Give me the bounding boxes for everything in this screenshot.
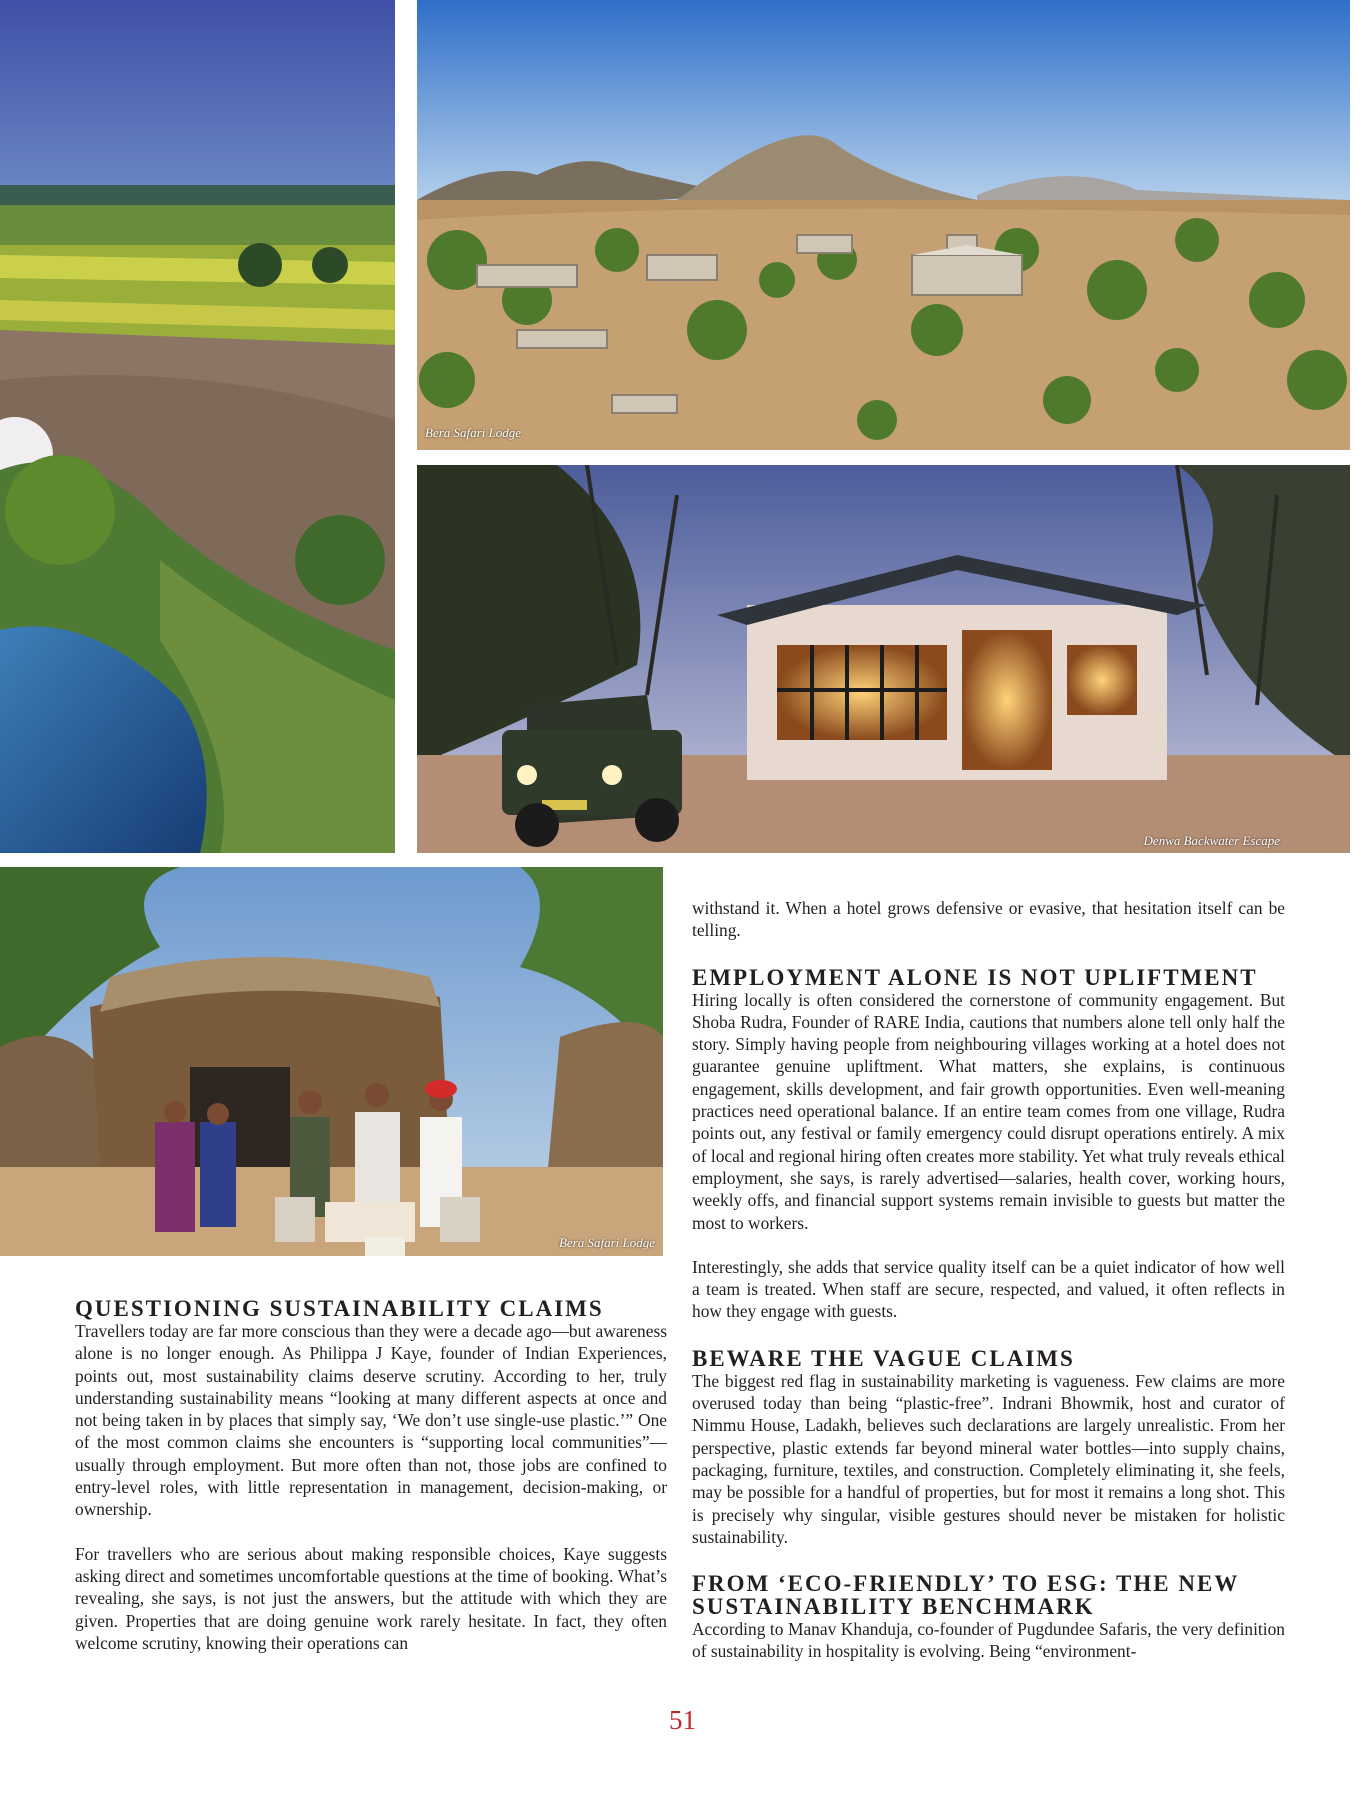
paragraph: Travellers today are far more conscious than they were a decade ago—but awareness alone is no longer enough. As Philippa J Kaye, founder of Indian Experiences, points out, most sustainability claims deserve scrutiny. According to her, truly understanding sustainability means “looking at many different aspects at once and not being taken in by places that simply say, ‘We don’t use single-use plastic.’” One of the most common claims she encounters is “supporting local communities”—usually through employment. But more often than not, those jobs are confined to entry-level roles, with little representation in management, decision-making, or ownership. xyxy=(75,1321,667,1520)
paragraph: The biggest red flag in sustainability marketing is vagueness. Few claims are more overused today than being “plastic-free”. Indrani Bhowmik, host and curator of Nimmu House, Ladakh, believes such declarations are largely unrealistic. From her perspective, plastic extends far beyond mineral water bottles—into supply chains, packaging, furniture, textiles, and construction. Completely eliminating it, she feels, may be possible for a handful of properties, but for most it remains a long shot. This is precisely why singular, visible gestures should never be mistaken for holistic sustainability. xyxy=(692,1370,1285,1547)
section-heading: EMPLOYMENT ALONE IS NOT UPLIFTMENT xyxy=(692,964,1258,990)
photo-caption: Denwa Backwater Escape xyxy=(1143,833,1280,848)
paragraph: Hiring locally is often considered the cornerstone of community engagement. But Shoba Rudra, Founder of RARE India, cautions that numbers alone tell only half the story. Simply having people from neighbouring villages working at a hotel does not guarantee genuine upliftment. What matters, she explains, is continuous engagement, skills development, and fair growth opportunities. Even well-meaning practices need operational balance. If an entire team comes from one village, Rudra points out, any festival or family emergency could disrupt operations entirely. A mix of local and regional hiring often creates more stability. Yet what truly reveals ethical employment, she says, is rarely advertised—salaries, health cover, working hours, weekly offs, and financial support systems remain invisible to guests but matter the most to workers. xyxy=(692,989,1285,1233)
bera-safari-lodge-aerial-photo xyxy=(417,0,1350,450)
article-left-column xyxy=(75,1297,667,1654)
bera-safari-lodge-people-photo xyxy=(0,867,663,1256)
paragraph: Interestingly, she adds that service quality itself can be a quiet indicator of how well a team is treated. When staff are secure, respected, and valued, it often reflects in how they engage with guests. xyxy=(692,1256,1285,1322)
paragraph: withstand it. When a hotel grows defensive or evasive, that hesitation itself can be telling. xyxy=(692,898,1285,941)
section-heading: FROM ‘ECO-FRIENDLY’ TO ESG: THE NEW SUSTAINABILITY BENCHMARK xyxy=(692,1571,1239,1620)
section-heading: QUESTIONING SUSTAINABILITY CLAIMS xyxy=(75,1296,604,1321)
paragraph: According to Manav Khanduja, co-founder of Pugdundee Safaris, the very definition of sustainability in hospitality is evolving. Being “environment- xyxy=(692,1619,1285,1662)
paragraph: For travellers who are serious about making responsible choices, Kaye suggests asking direct and sometimes uncomfortable questions at the time of booking. What’s revealing, she says, is not just the answers, but the attitude with which they are given. Properties that are doing genuine work rarely hesitate. In fact, they often welcome scrutiny, knowing their operations can xyxy=(75,1543,667,1653)
page-number: 51 xyxy=(669,1705,696,1735)
denwa-backwater-escape-photo xyxy=(417,465,1350,853)
section-heading: BEWARE THE VAGUE CLAIMS xyxy=(692,1345,1075,1371)
landscape-photo xyxy=(0,0,395,853)
photo-caption: Bera Safari Lodge xyxy=(558,1235,655,1250)
article-right-column xyxy=(692,897,1285,1663)
photo-caption: Bera Safari Lodge xyxy=(425,425,522,440)
